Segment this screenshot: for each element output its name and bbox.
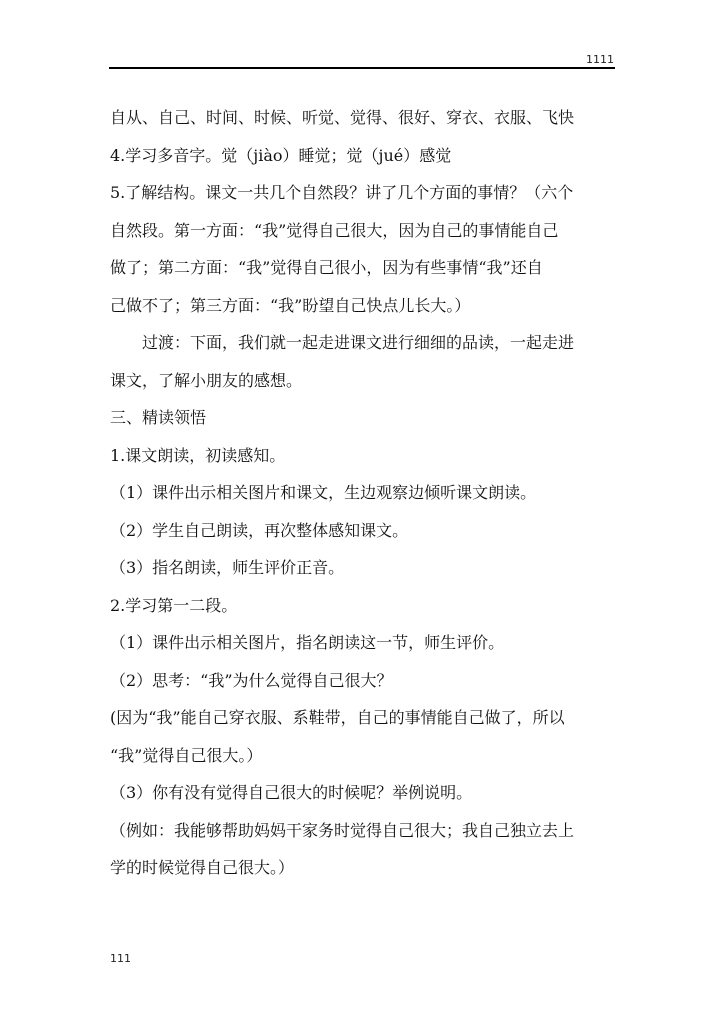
text-line: 过渡：下面，我们就一起走进课文进行细细的品读，一起走进: [142, 333, 575, 352]
footer-page-number: 111: [110, 952, 131, 965]
text-line: 己做不了；第三方面：“我”盼望自己快点儿长大。）: [110, 295, 471, 315]
header-rule: [109, 67, 615, 69]
text-line: （1）课件出示相关图片，指名朗读这一节，师生评价。: [110, 633, 505, 652]
text-line: (因为“我”能自己穿衣服、系鞋带，自己的事情能自己做了，所以: [110, 708, 565, 727]
text-line: “我”觉得自己很大。）: [110, 745, 263, 765]
text-line: 学的时候觉得自己很大。）: [110, 858, 295, 877]
header-page-number: 1111: [586, 53, 614, 66]
text-line: 5.了解结构。课文一共几个自然段？讲了几个方面的事情？（六个: [110, 183, 574, 202]
text-line: （3）你有没有觉得自己很大的时候呢？举例说明。: [110, 783, 473, 802]
text-line: （2）思考：“我”为什么觉得自己很大？: [110, 670, 393, 690]
text-line: 做了；第二方面：“我”觉得自己很小，因为有些事情“我”还自: [110, 258, 543, 277]
text-line: 4.学习多音字。觉（jiào）睡觉；觉（jué）感觉: [110, 145, 452, 165]
text-line: 自然段。第一方面：“我”觉得自己很大，因为自己的事情能自己: [110, 220, 559, 240]
text-line: （例如：我能够帮助妈妈干家务时觉得自己很大；我自己独立去上: [110, 820, 575, 840]
text-line: 课文，了解小朋友的感想。: [110, 370, 303, 390]
text-line: （1）课件出示相关图片和课文，生边观察边倾听课文朗读。: [110, 483, 537, 502]
body-text: [110, 99, 615, 887]
text-line: 2.学习第一二段。: [110, 595, 238, 615]
section-heading: 三、精读领悟: [110, 408, 207, 427]
text-line: 1.课文朗读，初读感知。: [110, 445, 286, 465]
text-line: （3）指名朗读，师生评价正音。: [110, 558, 345, 577]
text-line: 自从、自己、时间、时候、听觉、觉得、很好、穿衣、衣服、飞快: [110, 108, 575, 127]
text-line: （2）学生自己朗读，再次整体感知课文。: [110, 520, 409, 540]
